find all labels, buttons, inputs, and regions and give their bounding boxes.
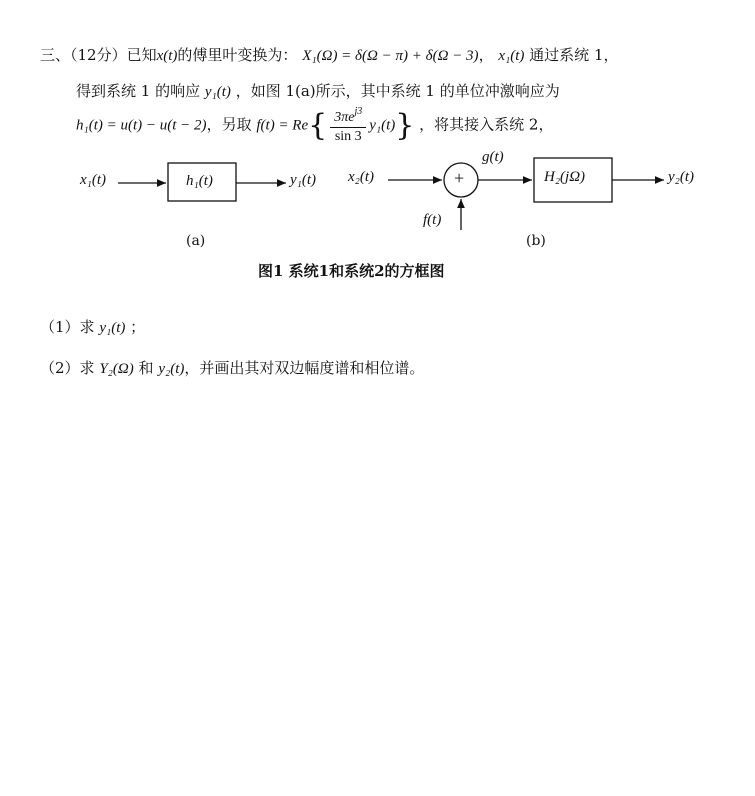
- question-2-post: ，并画出其对双边幅度谱和相位谱。: [184, 359, 425, 377]
- b-caption: (b): [526, 233, 546, 249]
- b-output-label: y₂(t): [668, 169, 695, 185]
- h1-expression: h₁(t) = u(t) − u(t − 2): [76, 117, 207, 134]
- a-input-label: x₁(t): [80, 172, 107, 188]
- a-caption: (a): [186, 233, 206, 249]
- x-of-t: x(t): [156, 48, 178, 64]
- question-1: [40, 316, 145, 337]
- b-input-label: x₂(t): [348, 169, 375, 185]
- question-1-symbol: y₁(t): [99, 320, 126, 336]
- problem-header: 三、（12分）已知: [40, 46, 157, 64]
- left-brace: {: [308, 108, 328, 143]
- fourier-transform-expr: X₁(Ω) = δ(Ω − π) + δ(Ω − 3): [302, 48, 479, 64]
- a-output-label: y₁(t): [290, 172, 317, 188]
- f-y1: y₁(t): [369, 117, 396, 134]
- fraction-denominator: sin 3: [334, 129, 362, 144]
- question-1-number: （1）: [40, 318, 80, 336]
- line2-pre: 得到系统 1 的响应: [76, 82, 201, 100]
- question-2: [40, 357, 424, 378]
- line3-post: ，将其接入系统 2，: [419, 115, 554, 134]
- a-block-label: h₁(t): [186, 173, 213, 189]
- question-2-symbol: Y₂(Ω): [99, 361, 134, 377]
- question-2-mid: 和: [138, 359, 154, 377]
- question-2-pre: 求: [79, 359, 95, 377]
- b-adder-symbol: +: [454, 168, 465, 188]
- question-2-number: （2）: [40, 359, 80, 377]
- line2-post: ，如图 1(a)所示，其中系统 1 的单位冲激响应为: [235, 82, 560, 100]
- question-1-post: ；: [130, 318, 146, 336]
- b-block-label: H₂(jΩ): [544, 169, 586, 185]
- question-2-symbol2: y₂(t): [158, 361, 185, 377]
- line3-mid: ，另取: [206, 115, 252, 134]
- question-1-pre: 求: [79, 318, 95, 336]
- f-expression: f(t) = Re: [256, 117, 309, 134]
- y1-symbol: y₁(t): [204, 84, 231, 100]
- pass-text: 通过系统 1，: [529, 46, 619, 64]
- x1-symbol: x₁(t): [498, 48, 525, 64]
- b-g-label: g(t): [482, 149, 504, 165]
- b-f-label: f(t): [423, 212, 442, 228]
- comma: ，: [478, 46, 494, 64]
- problem-header-mid: 的傅里叶变换为：: [177, 46, 298, 64]
- right-brace: }: [395, 108, 415, 143]
- figure-caption: 图1 系统1和系统2的方框图: [258, 262, 445, 280]
- fraction-numerator: 3πe: [334, 110, 355, 125]
- fraction-exponent: j3: [354, 106, 363, 117]
